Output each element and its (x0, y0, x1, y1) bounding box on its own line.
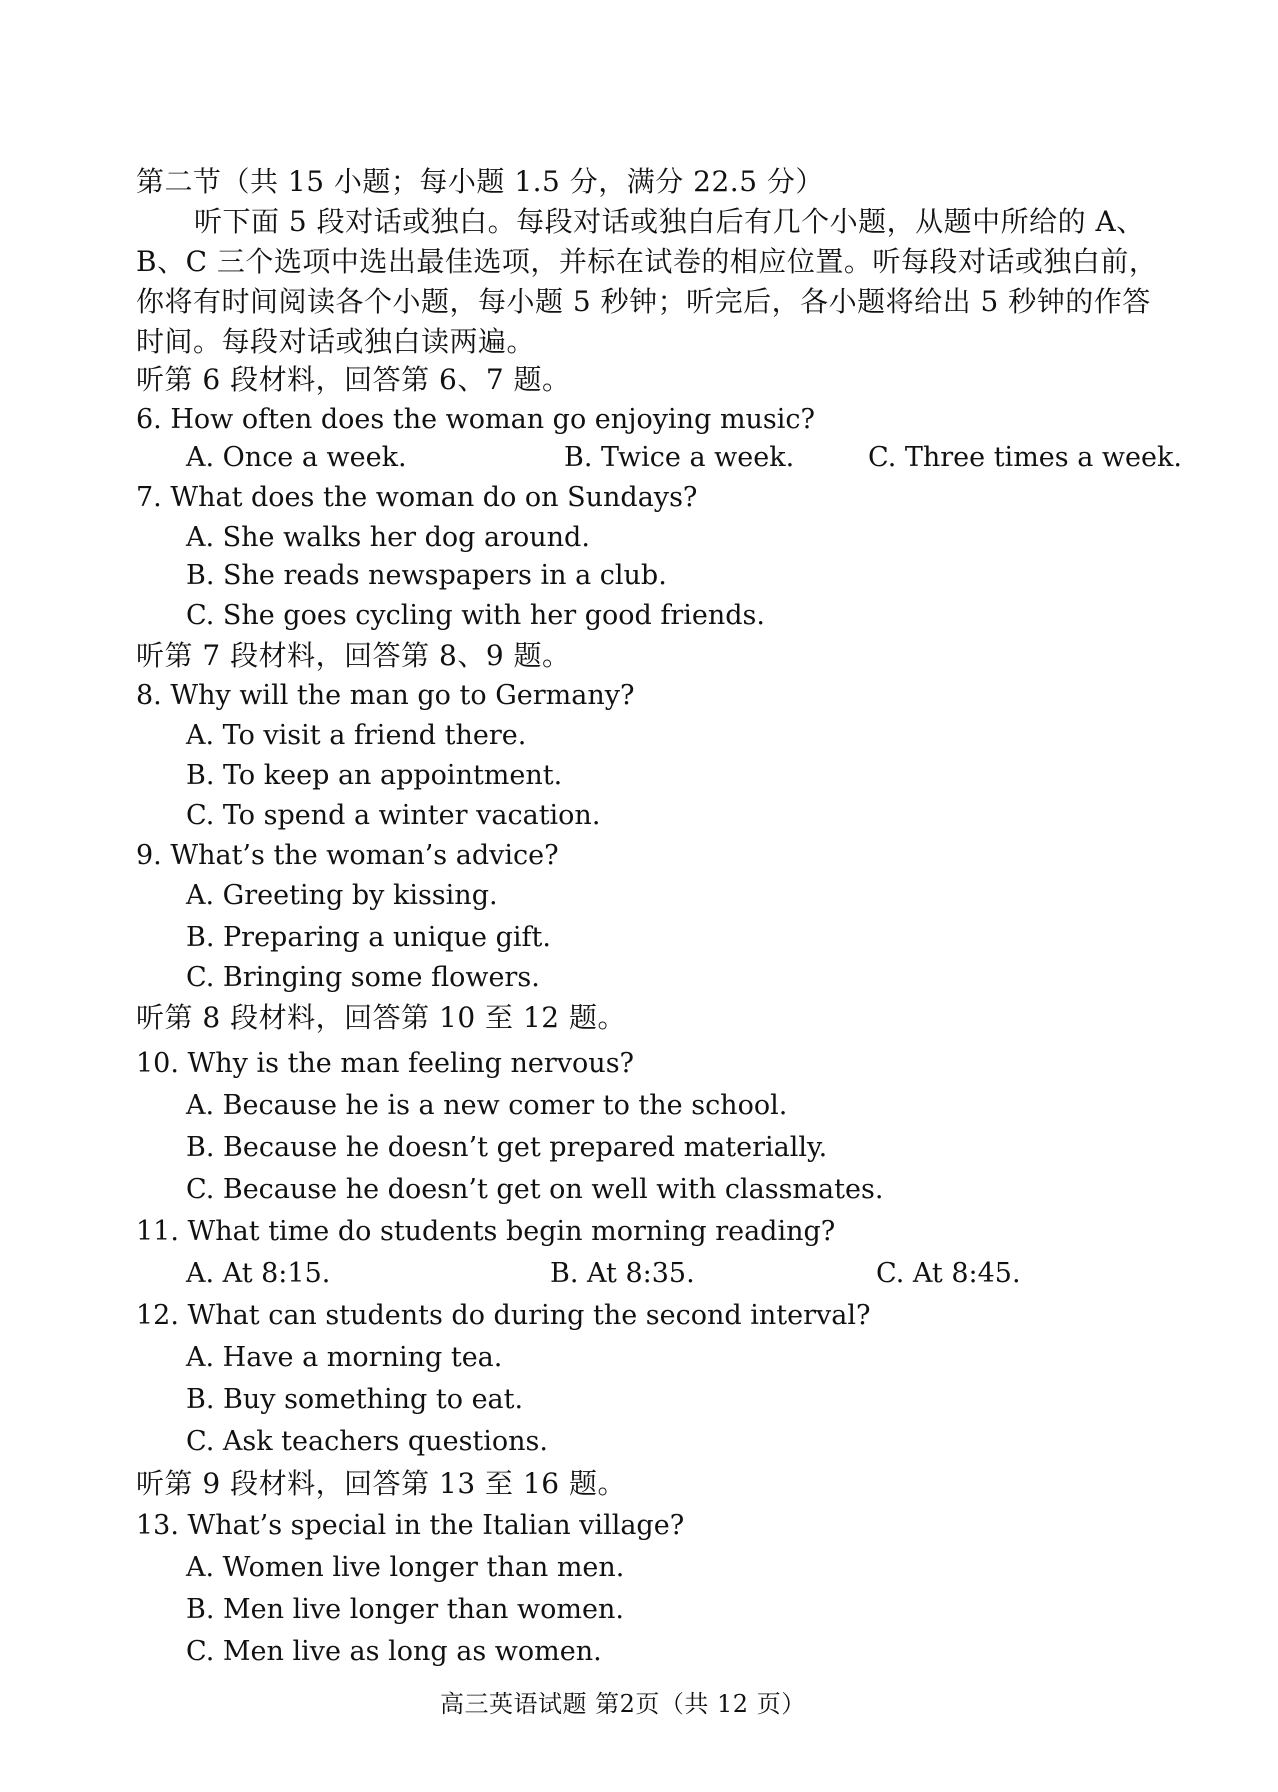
q8-option-c: C. To spend a winter vacation. (186, 800, 601, 831)
q11-option-a: A. At 8:15. (186, 1258, 331, 1289)
q10-option-c: C. Because he doesn’t get on well with classmates. (186, 1174, 884, 1205)
q13-option-c: C. Men live as long as women. (186, 1636, 602, 1667)
q8-option-b: B. To keep an appointment. (186, 760, 563, 791)
q10-option-a: A. Because he is a new comer to the school. (186, 1090, 788, 1121)
q6-option-a: A. Once a week. (186, 442, 407, 473)
q6-option-b: B. Twice a week. (564, 442, 795, 473)
question-7: 7. What does the woman do on Sundays? (136, 482, 698, 513)
material-7-heading: 听第 7 段材料，回答第 8、9 题。 (136, 639, 571, 672)
q11-option-c: C. At 8:45. (876, 1258, 1021, 1289)
question-8: 8. Why will the man go to Germany? (136, 680, 635, 711)
q9-option-a: A. Greeting by kissing. (186, 880, 498, 911)
q13-option-b: B. Men live longer than women. (186, 1594, 624, 1625)
question-6: 6. How often does the woman go enjoying music? (136, 404, 816, 435)
instruction-line-3: 你将有时间阅读各个小题，每小题 5 秒钟；听完后，各小题将给出 5 秒钟的作答 (136, 285, 1151, 318)
q8-option-a: A. To visit a friend there. (186, 720, 527, 751)
page-footer: 高三英语试题 第2页（共 12 页） (440, 1690, 806, 1718)
q7-option-b: B. She reads newspapers in a club. (186, 560, 667, 591)
q13-option-a: A. Women live longer than men. (186, 1552, 625, 1583)
q6-option-c: C. Three times a week. (868, 442, 1182, 473)
question-13: 13. What’s special in the Italian village? (136, 1510, 685, 1541)
instruction-line-2: B、C 三个选项中选出最佳选项，并标在试卷的相应位置。听每段对话或独白前， (136, 245, 1158, 278)
instruction-line-1: 听下面 5 段对话或独白。每段对话或独白后有几个小题，从题中所给的 A、 (194, 205, 1145, 238)
material-8-heading: 听第 8 段材料，回答第 10 至 12 题。 (136, 1001, 626, 1034)
q11-option-b: B. At 8:35. (550, 1258, 695, 1289)
question-11: 11. What time do students begin morning reading? (136, 1216, 836, 1247)
q7-option-c: C. She goes cycling with her good friends. (186, 600, 765, 631)
question-10: 10. Why is the man feeling nervous? (136, 1048, 635, 1079)
question-12: 12. What can students do during the second interval? (136, 1300, 871, 1331)
q9-option-c: C. Bringing some flowers. (186, 962, 540, 993)
q12-option-c: C. Ask teachers questions. (186, 1426, 548, 1457)
section-header: 第二节（共 15 小题；每小题 1.5 分，满分 22.5 分） (136, 165, 824, 198)
q12-option-a: A. Have a morning tea. (186, 1342, 503, 1373)
q9-option-b: B. Preparing a unique gift. (186, 922, 551, 953)
material-9-heading: 听第 9 段材料，回答第 13 至 16 题。 (136, 1467, 626, 1500)
q12-option-b: B. Buy something to eat. (186, 1384, 524, 1415)
q7-option-a: A. She walks her dog around. (186, 522, 590, 553)
material-6-heading: 听第 6 段材料，回答第 6、7 题。 (136, 363, 571, 396)
q10-option-b: B. Because he doesn’t get prepared materially. (186, 1132, 828, 1163)
question-9: 9. What’s the woman’s advice? (136, 840, 559, 871)
instruction-line-4: 时间。每段对话或独白读两遍。 (136, 325, 536, 358)
